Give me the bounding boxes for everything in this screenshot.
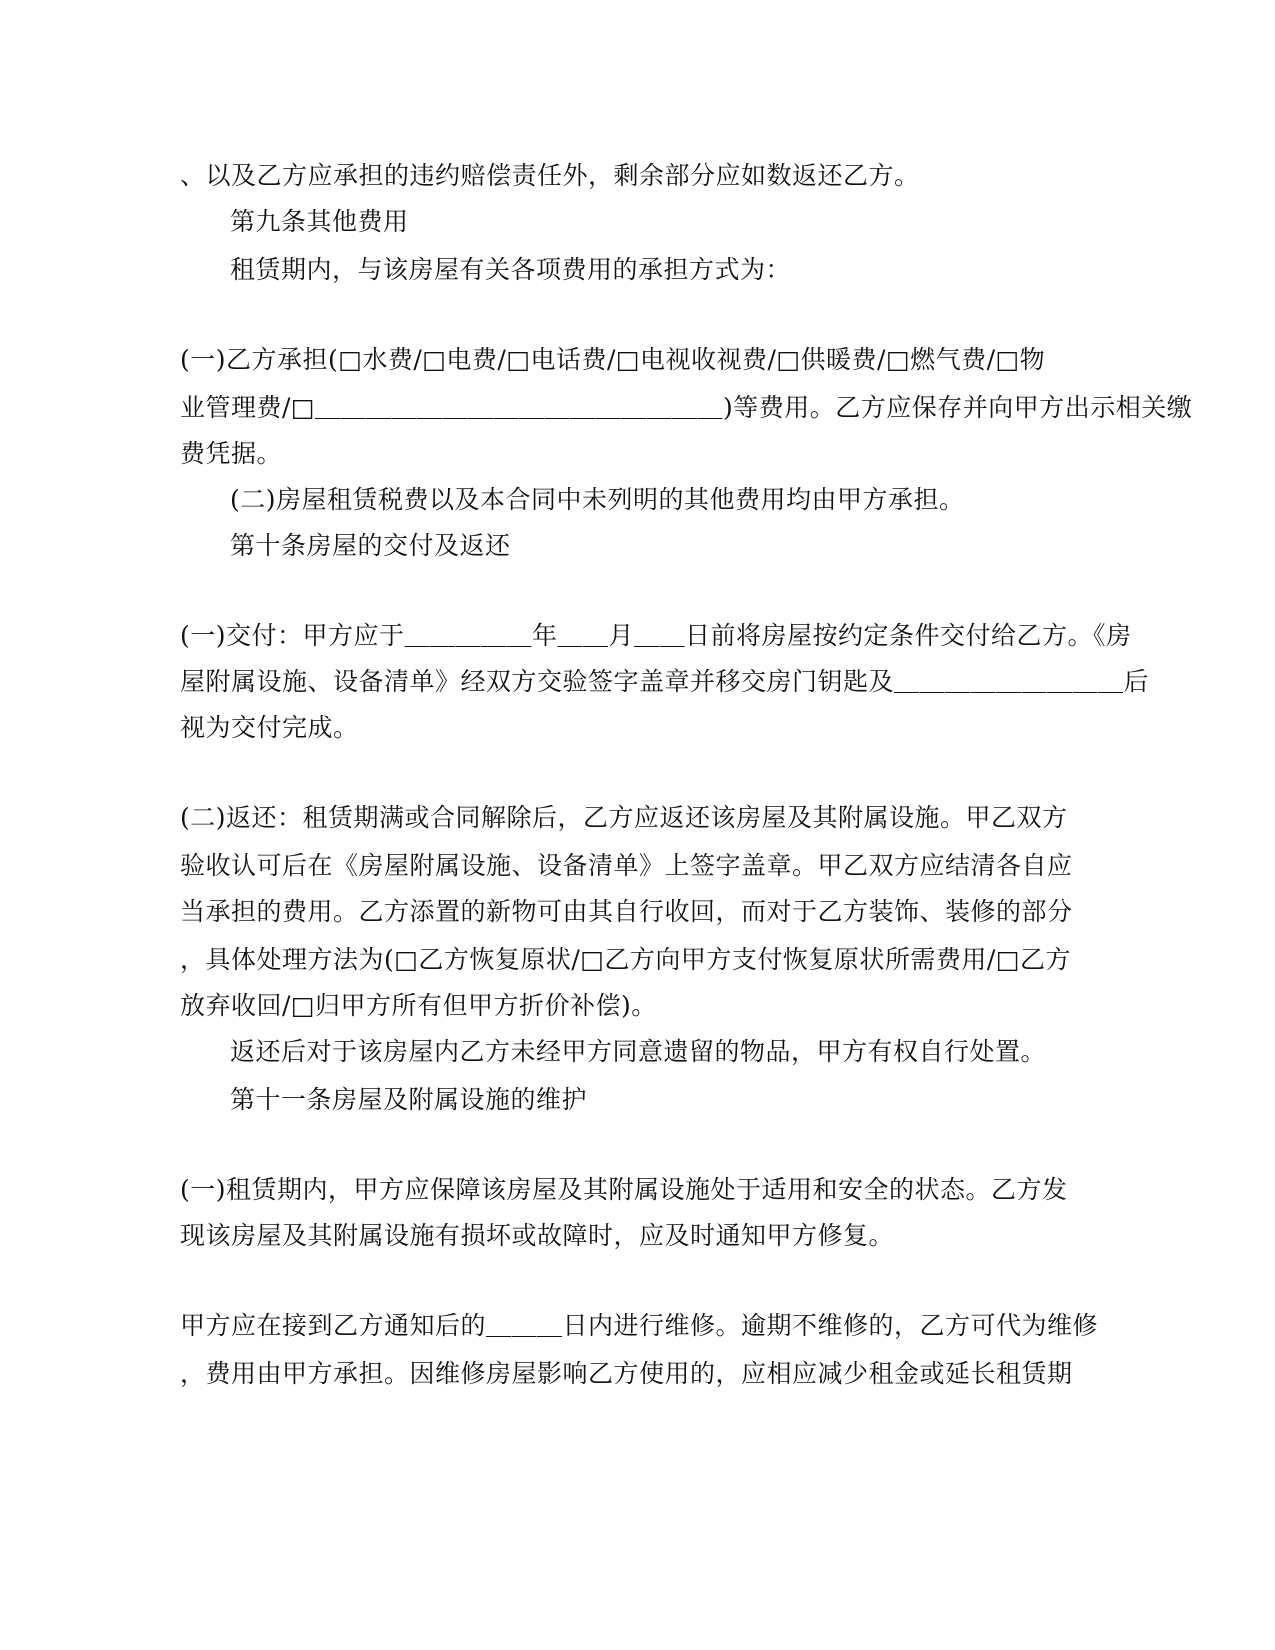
text-line: 屋附属设施、设备清单》经双方交验签字盖章并移交房门钥匙及＿＿＿＿＿＿＿＿＿后 <box>180 667 1150 696</box>
text-line: 甲方应在接到乙方通知后的＿＿＿日内进行维修。逾期不维修的，乙方可代为维修 <box>180 1311 1099 1340</box>
text-line: 返还后对于该房屋内乙方未经甲方同意遗留的物品，甲方有权自行处置。 <box>230 1037 1047 1066</box>
section-heading: 第十一条房屋及附属设施的维护 <box>230 1085 588 1114</box>
text-line: 现该房屋及其附属设施有损坏或故障时，应及时通知甲方修复。 <box>180 1221 895 1250</box>
text-line: ，具体处理方法为(□乙方恢复原状/□乙方向甲方支付恢复原状所需费用/□乙方 <box>180 945 1071 974</box>
text-line: ，费用由甲方承担。因维修房屋影响乙方使用的，应相应减少租金或延长租赁期 <box>180 1359 1073 1388</box>
text-line: (一)交付：甲方应于＿＿＿＿＿年＿＿月＿＿日前将房屋按约定条件交付给乙方。《房 <box>180 621 1132 650</box>
section-heading: 第九条其他费用 <box>230 207 409 236</box>
text-line: (二)返还：租赁期满或合同解除后，乙方应返还该房屋及其附属设施。甲乙双方 <box>180 803 1068 832</box>
text-line: 租赁期内，与该房屋有关各项费用的承担方式为： <box>230 255 792 284</box>
text-line: 验收认可后在《房屋附属设施、设备清单》上签字盖章。甲乙双方应结清各自应 <box>180 851 1073 880</box>
text-line: 、以及乙方应承担的违约赔偿责任外，剩余部分应如数返还乙方。 <box>180 161 920 190</box>
text-line: 放弃收回/□归甲方所有但甲方折价补偿)。 <box>180 991 657 1020</box>
section-heading: 第十条房屋的交付及返还 <box>230 531 511 560</box>
text-line: (二)房屋租赁税费以及本合同中未列明的其他费用均由甲方承担。 <box>230 485 965 514</box>
text-line: 费凭据。 <box>180 439 283 468</box>
text-line: 当承担的费用。乙方添置的新物可由其自行收回，而对于乙方装饰、装修的部分 <box>180 897 1073 926</box>
text-line: (一)租赁期内，甲方应保障该房屋及其附属设施处于适用和安全的状态。乙方发 <box>180 1175 1068 1204</box>
text-line: 视为交付完成。 <box>180 713 359 742</box>
text-line: 业管理费/□＿＿＿＿＿＿＿＿＿＿＿＿＿＿＿＿)等费用。乙方应保存并向甲方出示相关缴 <box>180 393 1193 422</box>
text-line: (一)乙方承担(□水费/□电费/□电话费/□电视收视费/□供暖费/□燃气费/□物 <box>180 345 1046 374</box>
